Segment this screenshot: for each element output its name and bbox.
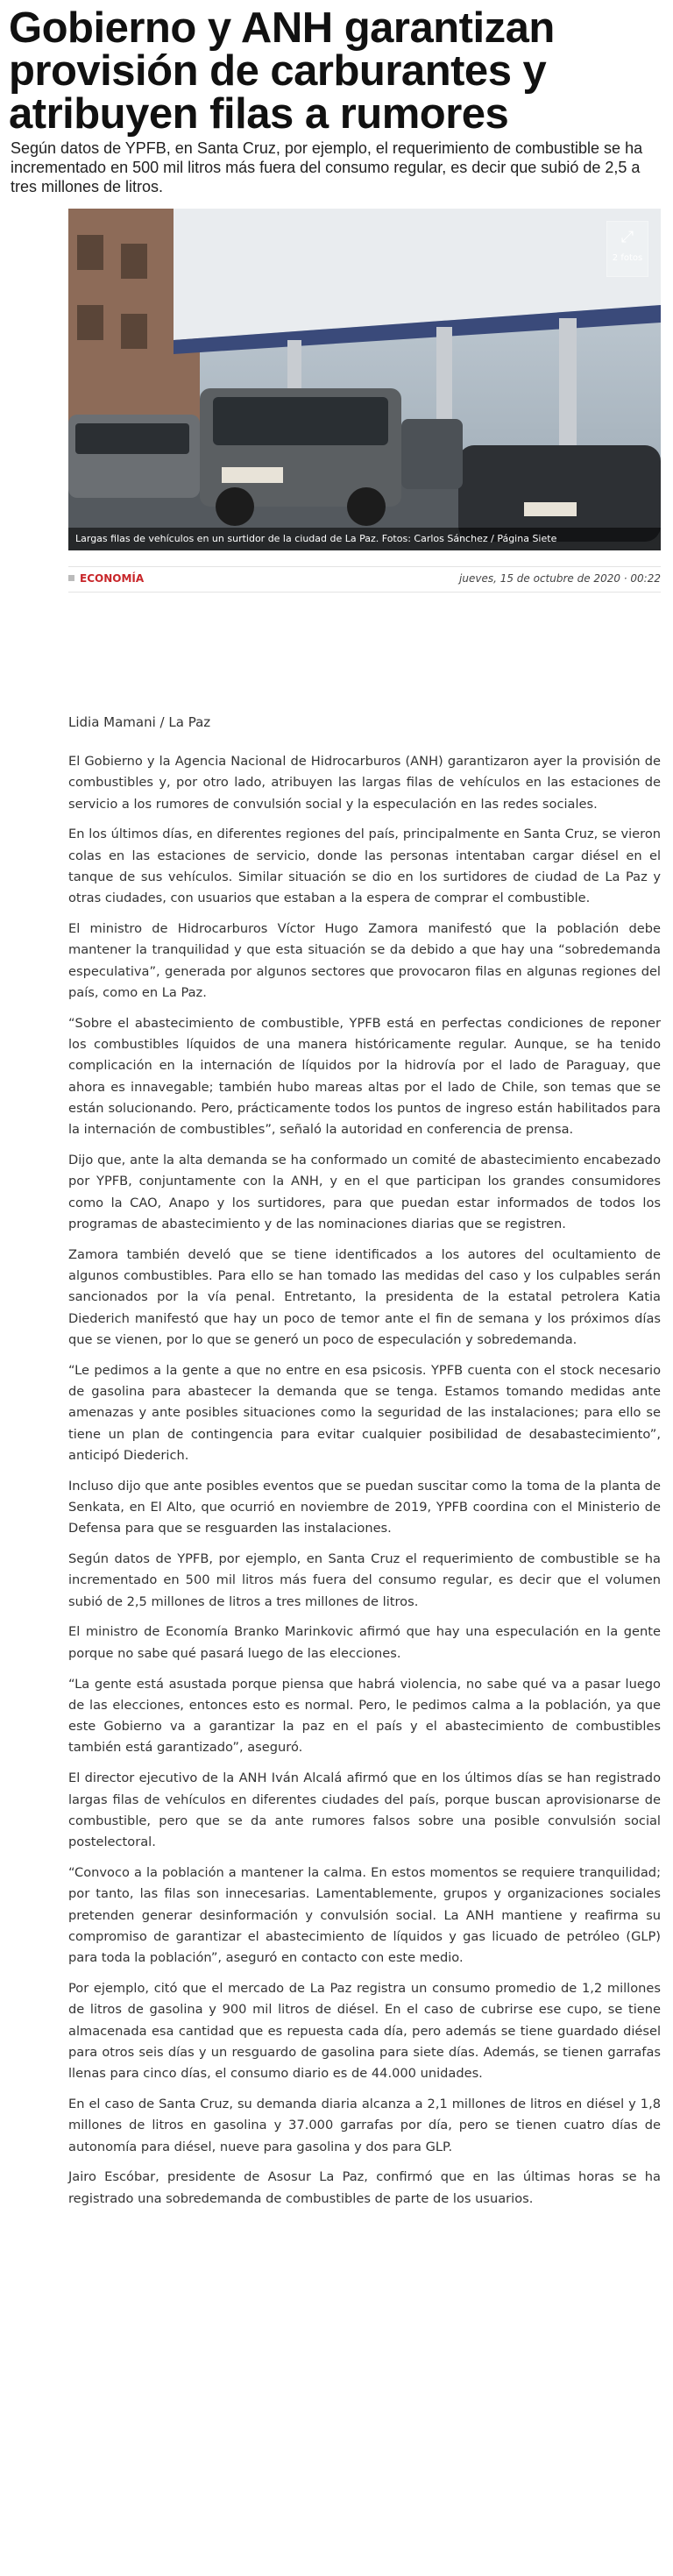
article-headline: Gobierno y ANH garantizan provisión de carburantes y atribuyen filas a rumores — [9, 4, 555, 138]
square-bullet-icon — [68, 575, 74, 581]
photo-caption: Largas filas de vehículos en un surtidor de la ciudad de La Paz. Fotos: Carlos Sánchez / Página Siete — [68, 528, 661, 550]
body-paragraph: Zamora también develó que se tiene identificados a los autores del ocultamiento de algunos combustibles. Para ello se han tomado las medidas del caso y los culpables serán sancionados por la vía penal. Entretanto, la presidenta de la estatal petrolera Katia Diederich manifestó que hay un poco de temor ante el fin de semana y los próximos días que se vienen, por lo que se generó un poco de especulación y sobredemanda. — [68, 1246, 661, 1347]
publish-date: jueves, 15 de octubre de 2020 · 00:22 — [459, 572, 661, 585]
section-link[interactable] — [68, 572, 144, 585]
photo-gallery-button[interactable] — [606, 221, 648, 277]
body-paragraph: “Convoco a la población a mantener la calma. En estos momentos se requiere tranquilidad; por tanto, las filas son innecesarias. Lamentablemente, grupos y organizaciones sociales pretenden generar desinformación y convulsión social. La ANH mantiene y reafirma su compromiso de garantizar el abastecimiento de líquidos y gas licuado de petróleo (GLP) para toda la población”, aseguró en contacto con este medio. — [68, 1864, 661, 1966]
body-paragraph: El ministro de Hidrocarburos Víctor Hugo Zamora manifestó que la población debe mantener la tranquilidad y que esta situación se da debido a que hay una “sobredemanda especulativa”, generada por algunos sectores que provocaron filas en algunas regiones del país, como en La Paz. — [68, 921, 661, 1000]
body-paragraph: Dijo que, ante la alta demanda se ha conformado un comité de abastecimiento encabezado por YPFB, conjuntamente con la ANH, y en el que participan los grandes consumidores como la CAO, Anapo y los surtidores, para que puedan estar informados de todos los programas de abastecimiento y de las nominaciones diarias que se registren. — [68, 1153, 661, 1231]
article-lead: Según datos de YPFB, en Santa Cruz, por ejemplo, el requerimiento de combustible se ha incrementado en 500 mil litros más fuera del consumo regular, es decir que subió de 2,5 a tres millones de litros. — [11, 139, 643, 195]
body-paragraph: El ministro de Economía Branko Marinkovic afirmó que hay una especulación en la gente porque no sabe qué pasará luego de las elecciones. — [68, 1624, 661, 1661]
body-paragraph: Incluso dijo que ante posibles eventos que se puedan suscitar como la toma de la planta de Senkata, en El Alto, que ocurrió en noviembre de 2019, YPFB coordina con el Ministerio de Defensa para que se resguarden las instalaciones. — [68, 1478, 661, 1536]
section-label: ECONOMÍA — [80, 572, 145, 585]
body-paragraph: Por ejemplo, citó que el mercado de La Paz registra un consumo promedio de 1,2 millones de litros de gasolina y 900 mil litros de diésel. En el caso de cubrirse ese cupo, se tiene almacenada esa cantidad que es repuesta cada día, pero además se tiene guardado diésel para otros seis días y un resguardo de gasolina para siete días. Además, se tienen garrafas llenas para cinco días, el consumo diario es de 44.000 unidades. — [68, 1980, 661, 2082]
photo-count: 2 fotos — [612, 253, 643, 263]
article-body — [68, 751, 661, 2218]
gas-station-photo — [68, 209, 661, 550]
body-paragraph: Jairo Escóbar, presidente de Asosur La Paz, confirmó que en las últimas horas se ha registrado una sobredemanda de combustibles de parte de los usuarios. — [68, 2169, 661, 2206]
body-paragraph: Según datos de YPFB, por ejemplo, en Santa Cruz el requerimiento de combustible se ha incrementado en 500 mil litros más fuera del consumo regular, es decir que el volumen subió de 2,5 millones de litros a tres millones de litros. — [68, 1551, 661, 1609]
body-paragraph: El director ejecutivo de la ANH Iván Alcalá afirmó que en los últimos días se han registrado largas filas de vehículos en diferentes ciudades del país, porque buscan aprovisionarse de combustible, pero que se da ante rumores falsos sobre una posible convulsión social postelectoral. — [68, 1771, 661, 1850]
body-paragraph: “Le pedimos a la gente a que no entre en esa psicosis. YPFB cuenta con el stock necesario de gasolina para abastecer la demanda que se tenga. Estamos tomando medidas ante amenazas y ante posibles situaciones como la seguridad de las instalaciones; para ello se tiene un plan de contingencia para evitar cualquier posibilidad de desabastecimiento”, anticipó Diederich. — [68, 1362, 661, 1463]
article-meta-bar — [68, 566, 661, 593]
byline: Lidia Mamani / La Paz — [68, 714, 211, 730]
body-paragraph: “Sobre el abastecimiento de combustible, YPFB está en perfectas condiciones de reponer los combustibles líquidos de una manera históricamente regular. Aunque, se ha tenido complicación en la internación de líquidos por la hidrovía por el lado de Paraguay, que ahora es innavegable; también hubo mareas altas por el lado de Chile, son temas que se están solucionando. Pero, prácticamente todos los puntos de ingreso están habilitados para la internación de combustibles”, señaló la autoridad en conferencia de prensa. — [68, 1015, 661, 1138]
expand-icon: ⤢ — [620, 228, 634, 245]
body-paragraph: En el caso de Santa Cruz, su demanda diaria alcanza a 2,1 millones de litros en diésel y 1,8 millones de litros en gasolina y 37.000 garrafas por día, pero se tienen cuatro días de autonomía para diésel, nueve para gasolina y dos para GLP. — [68, 2096, 661, 2154]
body-paragraph: En los últimos días, en diferentes regiones del país, principalmente en Santa Cruz, se vieron colas en las estaciones de servicio, donde las personas intentaban cargar diésel en el tanque de sus vehículos. Similar situación se dio en los surtidores de ciudad de La Paz y otras ciudades, con usuarios que estaban a la espera de comprar el combustible. — [68, 827, 661, 906]
body-paragraph: El Gobierno y la Agencia Nacional de Hidrocarburos (ANH) garantizaron ayer la provisión de combustibles y, por otro lado, atribuyen las largas filas de vehículos en las estaciones de servicio a los rumores de convulsión social y la especulación en las redes sociales. — [68, 754, 661, 812]
body-paragraph: “La gente está asustada porque piensa que habrá violencia, no sabe qué va a pasar luego de las elecciones, entonces esto es normal. Pero, le pedimos calma a la población, ya que este Gobierno va a garantizar la paz en el país y el abastecimiento de combustibles también está garantizado”, aseguró. — [68, 1676, 661, 1756]
article-photo[interactable] — [68, 209, 661, 550]
